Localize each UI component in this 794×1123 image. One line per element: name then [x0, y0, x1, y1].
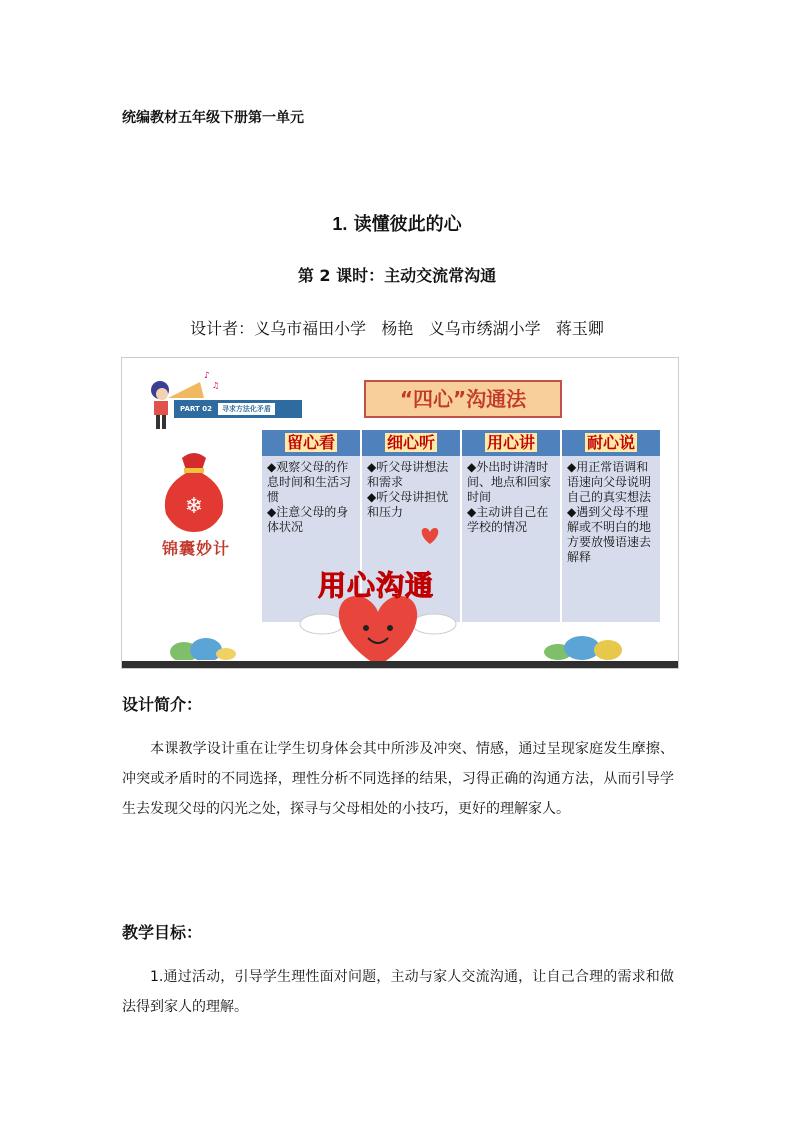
column-title: 耐心说 [562, 430, 660, 456]
svg-text:❄: ❄ [184, 494, 204, 519]
part-label: PART 02 [180, 405, 212, 413]
intro-text: 本课教学设计重在让学生切身体会其中所涉及冲突、情感，通过呈现家庭发生摩擦、冲突或矛盾时的不同选择，理性分析不同选择的结果，习得正确的沟通方法，从而引导学生去发现父母的闪光之处，探寻与父母相处的小技巧，更好的理解家人。 [122, 741, 674, 817]
designer-line: 设计者：义乌市福田小学 杨艳 义乌市绣湖小学 蒋玉卿 [190, 319, 604, 338]
column-item: ◆外出时讲清时间、地点和回家时间 [467, 460, 552, 504]
column-item: ◆听父母讲想法和需求 [367, 460, 449, 489]
method-column [562, 430, 660, 622]
small-heart-icon [418, 524, 442, 546]
goal-item-1-text: 1.通过活动，引导学生理性面对问题，主动与家人交流沟通，让自己合理的需求和做法得到家人的理解。 [122, 969, 674, 1015]
lesson-title [0, 210, 794, 236]
lesson-title-text: 读懂彼此的心 [353, 214, 462, 235]
column-item: ◆遇到父母不理解或不明白的地方要放慢语速去解释 [567, 505, 652, 564]
column-title: 用心讲 [462, 430, 560, 456]
goals-heading: 教学目标： [122, 923, 203, 942]
part-label-bar [174, 400, 302, 418]
lucky-bag-icon [156, 448, 232, 534]
intro-paragraph [122, 734, 674, 824]
method-title: “四心”沟通法 [364, 380, 562, 418]
column-item: ◆听父母讲担忧和压力 [367, 490, 449, 519]
session-title: 第 2 课时：主动交流常沟通 [297, 266, 497, 285]
bush-right-icon [538, 626, 628, 660]
bush-left-icon [162, 628, 242, 660]
goal-item-1 [122, 962, 674, 1022]
part-subtitle: 寻求方法化矛盾 [218, 403, 275, 415]
column-item: ◆用正常语调和语速向父母说明自己的真实想法 [567, 460, 652, 504]
heart-caption: 用心沟通 [318, 569, 435, 602]
column-body [562, 456, 660, 622]
kit-label: 锦囊妙计 [162, 539, 231, 558]
method-column [462, 430, 560, 622]
column-title: 细心听 [362, 430, 460, 456]
slide-bottom-bar [122, 661, 678, 668]
column-body [462, 456, 560, 622]
column-item: ◆注意父母的身体状况 [267, 505, 349, 534]
column-item: ◆观察父母的作息时间和生活习惯 [267, 460, 352, 504]
unit-header: 统编教材五年级下册第一单元 [122, 110, 304, 126]
slide-image [121, 357, 679, 669]
intro-heading: 设计简介： [122, 695, 203, 714]
svg-text:♪: ♪ [204, 371, 210, 381]
column-item: ◆主动讲自己在学校的情况 [467, 505, 549, 534]
svg-text:♫: ♫ [212, 381, 220, 390]
column-title: 留心看 [262, 430, 360, 456]
lesson-number: 1. [332, 214, 348, 234]
